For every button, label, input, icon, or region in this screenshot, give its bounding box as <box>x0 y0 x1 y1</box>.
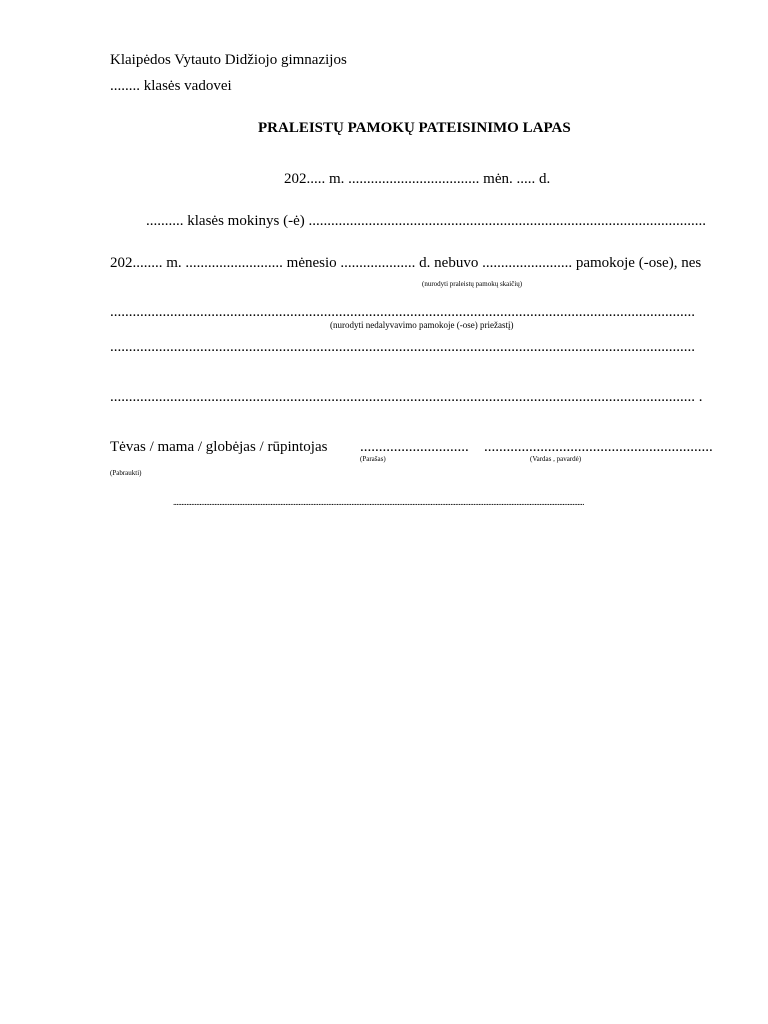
hint-lessons-count: (nurodyti praleistų pamokų skaičių) <box>422 280 523 288</box>
hint-signature: (Parašas) <box>360 455 386 463</box>
reason-line-3: ............................................................................................................................................................ . <box>110 389 703 405</box>
hint-reason: (nurodyti nedalyvavimo pamokoje (-ose) priežastį) <box>330 320 514 330</box>
student-line: .......... klasės mokinys (-ė) .......................................................................................................... <box>146 213 706 229</box>
bottom-dotted-line: ......................................................................................................................................................................................................................................................... <box>173 497 584 507</box>
addressee-line: ........ klasės vadovei <box>110 78 232 94</box>
school-name: Klaipėdos Vytauto Didžiojo gimnazijos <box>110 52 347 68</box>
reason-line-1: ............................................................................................................................................................ <box>110 304 695 320</box>
hint-underline: (Pabraukti) <box>110 469 142 477</box>
reason-line-2: ............................................................................................................................................................ <box>110 339 695 355</box>
absence-line: 202........ m. .......................... mėnesio .................... d. nebuvo ........................ pamokoje (-ose), nes <box>110 255 702 271</box>
signature-dots: ............................. <box>360 439 469 455</box>
name-dots: ............................................................. <box>484 439 713 455</box>
document-title: PRALEISTŲ PAMOKŲ PATEISINIMO LAPAS <box>258 120 571 136</box>
date-line: 202..... m. ................................... mėn. ..... d. <box>284 171 551 187</box>
hint-name: (Vardas , pavardė) <box>530 455 582 463</box>
parent-label: Tėvas / mama / globėjas / rūpintojas <box>110 439 328 455</box>
